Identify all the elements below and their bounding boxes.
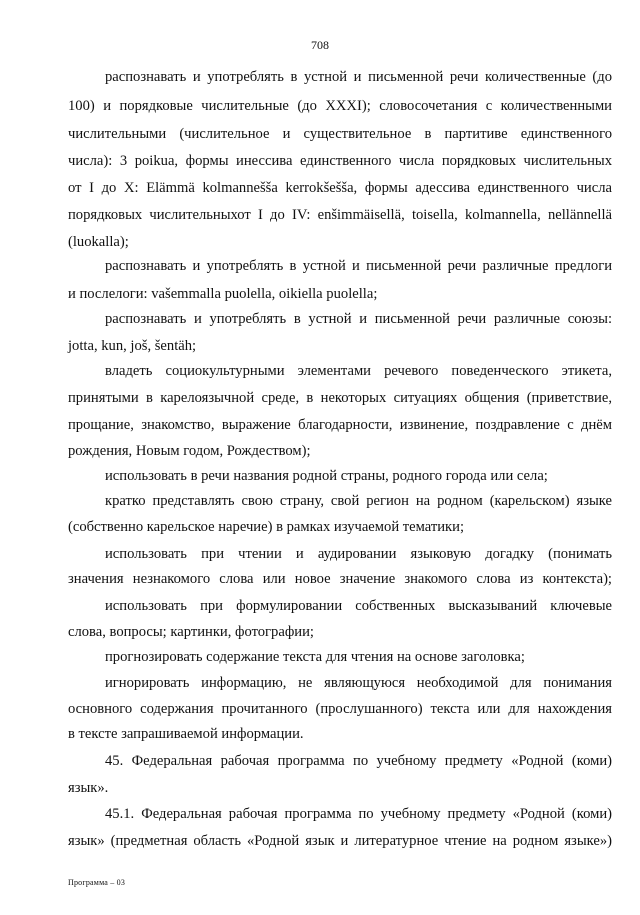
text-line-19: использовать при чтении и аудировании языковую догадку (понимать xyxy=(105,546,612,562)
text-line-12: владеть социокультурными элементами речевого поведенческого этикета, xyxy=(105,363,612,379)
text-line-5: от I до X: Elämmä kolmannešša kerrokšešša, формы адессива единственного числа xyxy=(68,180,612,196)
text-line-11: jotta, kun, još, šentäh; xyxy=(68,338,197,354)
text-line-25: основного содержания прочитанного (прослушанного) текста или для нахождения xyxy=(68,701,612,717)
text-line-21: использовать при формулировании собственных высказываний ключевые xyxy=(105,598,612,614)
text-line-28: язык». xyxy=(68,780,109,796)
text-line-20: значения незнакомого слова или новое значение знакомого слова из контекста); xyxy=(68,571,612,587)
text-line-10: распознавать и употреблять в устной и письменной речи различные союзы: xyxy=(105,311,612,327)
page-number: 708 xyxy=(311,38,329,52)
text-line-14: прощание, знакомство, выражение благодарности, извинение, поздравление с днём xyxy=(68,417,612,433)
footer-label: Программа – 03 xyxy=(68,878,126,887)
text-line-16: использовать в речи названия родной страны, родного города или села; xyxy=(105,468,548,484)
text-line-15: рождения, Новым годом, Рождеством); xyxy=(68,443,311,459)
text-line-1: распознавать и употреблять в устной и письменной речи количественные (до xyxy=(105,69,612,85)
text-line-4: числа): 3 poikua, формы инессива единственного числа порядковых числительных xyxy=(68,153,612,169)
text-line-23: прогнозировать содержание текста для чтения на основе заголовка; xyxy=(105,649,525,665)
text-line-6: порядковых числительныхот I до IV: enšimmäisellä, toisella, kolmannella, nellännellä xyxy=(68,207,612,223)
text-line-13: принятыми в карелоязычной среде, в некоторых ситуациях общения (приветствие, xyxy=(68,390,612,406)
text-line-24: игнорировать информацию, не являющуюся необходимой для понимания xyxy=(105,675,612,691)
text-line-2: 100) и порядковые числительные (до XXXI); словосочетания с количественными xyxy=(68,98,612,114)
text-line-22: слова, вопросы; картинки, фотографии; xyxy=(68,624,314,640)
text-line-18: (собственно карельское наречие) в рамках изучаемой тематики; xyxy=(68,519,465,535)
text-line-29: 45.1. Федеральная рабочая программа по учебному предмету «Родной (коми) xyxy=(105,806,612,822)
text-line-7: (luokalla); xyxy=(68,234,129,250)
text-line-30: язык» (предметная область «Родной язык и литературное чтение на родном языке») xyxy=(68,833,612,849)
text-line-27: 45. Федеральная рабочая программа по учебному предмету «Родной (коми) xyxy=(105,753,612,769)
text-line-26: в тексте запрашиваемой информации. xyxy=(68,726,304,742)
text-line-9: и послелоги: vašemmalla puolella, oikiella puolella; xyxy=(68,286,378,302)
text-line-3: числительными (числительное и существительное в партитиве единственного xyxy=(68,126,612,142)
text-line-17: кратко представлять свою страну, свой регион на родном (карельском) языке xyxy=(105,493,612,509)
text-line-8: распознавать и употреблять в устной и письменной речи различные предлоги xyxy=(105,258,612,274)
